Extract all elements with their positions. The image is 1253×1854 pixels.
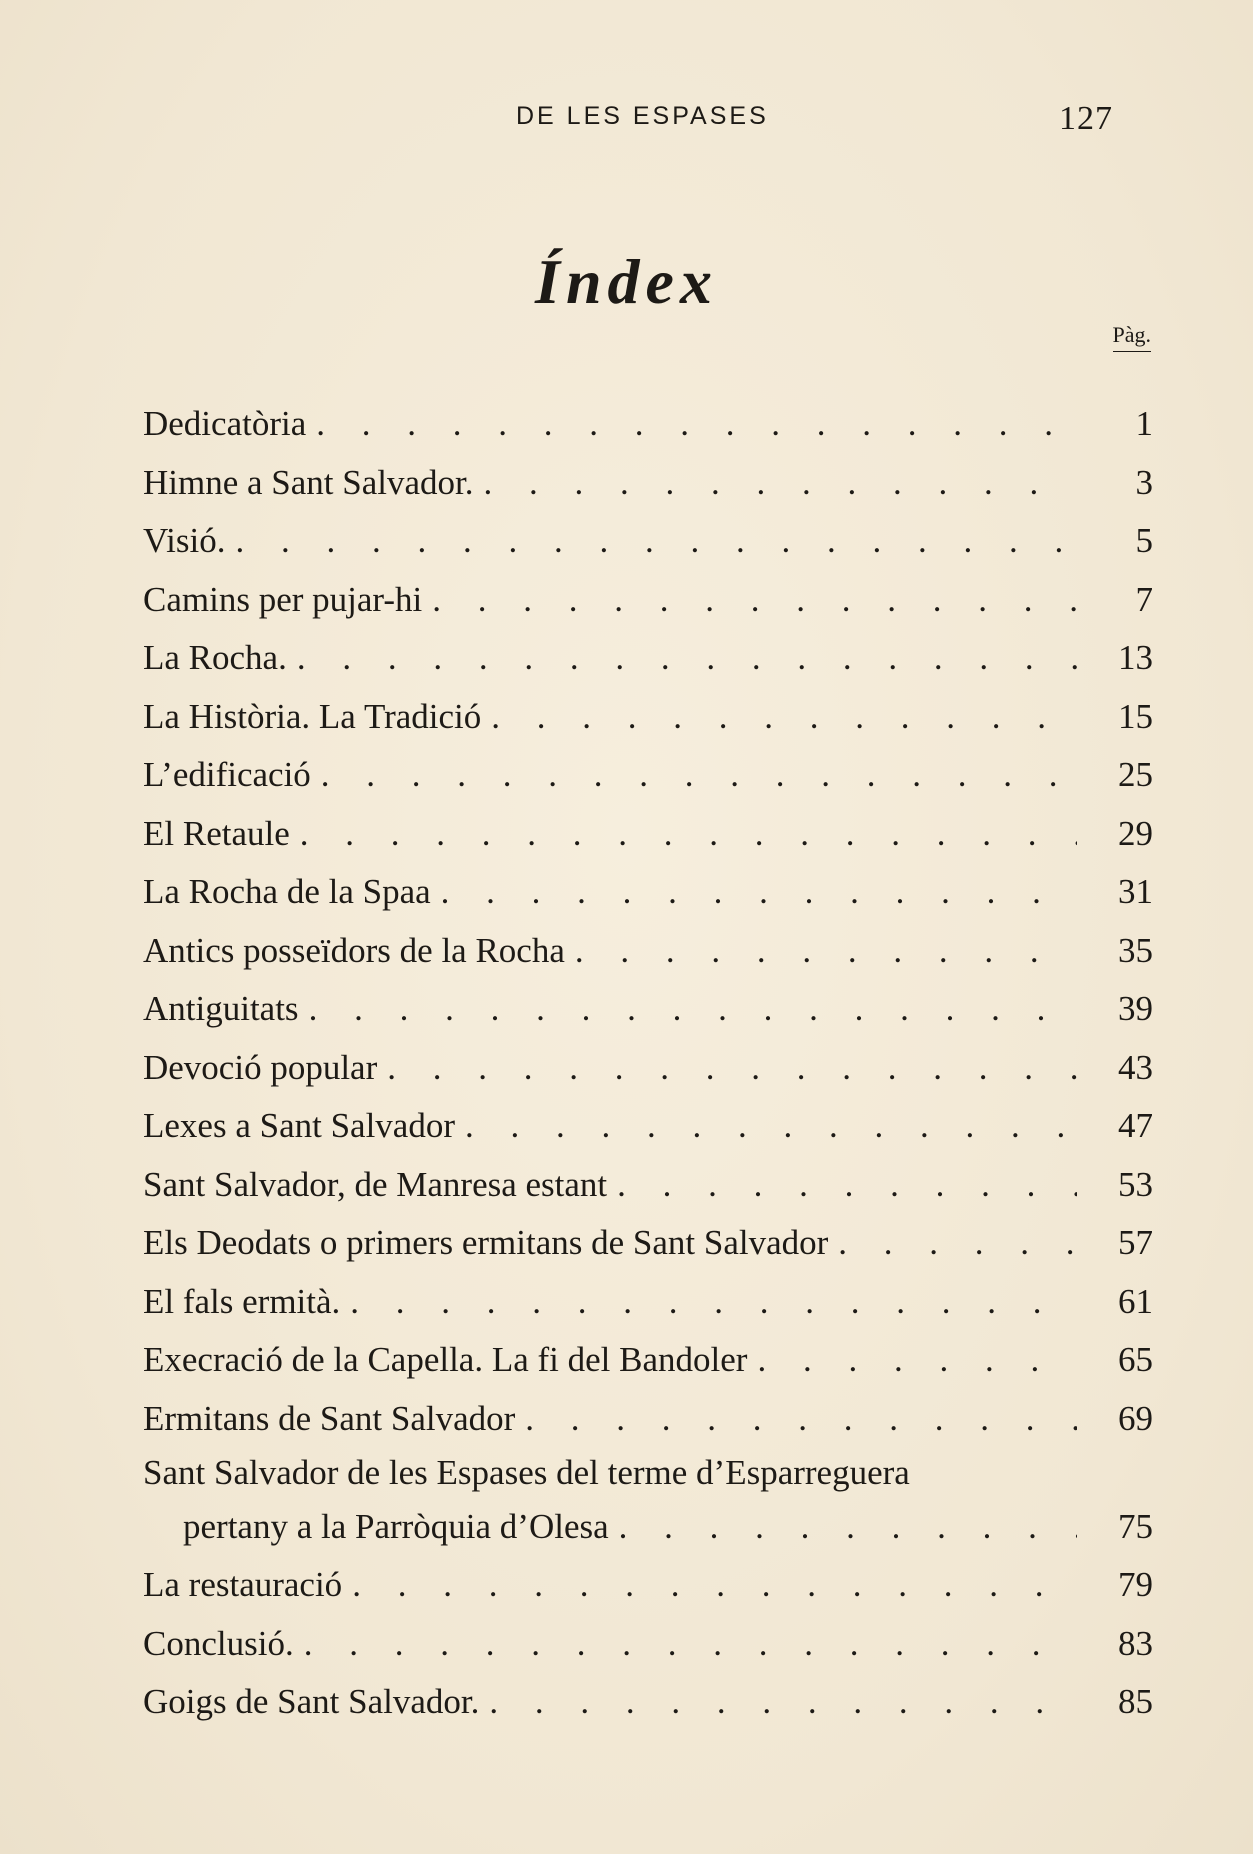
toc-entry[interactable] [143,922,1153,981]
toc-entry-page: 35 [1118,930,1153,970]
toc-entry-title: La Rocha de la Spaa [143,872,431,911]
dot-leader [304,1615,1077,1674]
toc-entry-continuation [143,1498,1153,1556]
toc-entry[interactable] [143,1673,1153,1732]
dot-leader [838,1214,1077,1273]
toc-entry-title: La restauració [143,1565,343,1604]
toc-entry-title-continued: pertany a la Parròquia d’Olesa [183,1507,609,1546]
toc-entry-title: Visió. [143,521,226,560]
toc-entry-title: Antiguitats [143,989,299,1028]
dot-leader [575,922,1077,981]
dot-leader [316,395,1077,454]
toc-entry-page: 79 [1118,1565,1153,1604]
dot-leader [489,1673,1077,1732]
toc-entry-title: Dedicatòria [143,404,307,443]
toc-entry[interactable] [143,805,1153,864]
toc-entry[interactable] [143,571,1153,630]
running-head [0,102,1253,142]
dot-leader [387,1039,1077,1098]
dot-leader [465,1097,1077,1156]
toc-entry[interactable] [143,512,1153,571]
toc-entry-page: 15 [1118,696,1153,736]
toc-entry-title: La Rocha. [143,638,287,677]
dot-leader [297,629,1077,688]
toc-entry-page: 47 [1118,1106,1153,1145]
toc-entry[interactable] [143,454,1153,513]
dot-leader [441,863,1077,922]
toc-entry[interactable] [143,746,1153,805]
toc-entry[interactable] [143,1156,1153,1215]
dot-leader [617,1156,1077,1215]
toc-entry-title: L’edificació [143,755,311,794]
toc-entry-page: 7 [1135,579,1153,619]
toc-entry-page: 75 [1118,1507,1153,1546]
toc-entry-page: 85 [1118,1682,1153,1721]
toc-entry-title: El Retaule [143,813,290,853]
dot-leader [619,1498,1077,1556]
toc-entry-page: 69 [1118,1398,1153,1438]
dot-leader [300,805,1077,864]
table-of-contents [143,395,1153,1732]
toc-entry-title: La Història. La Tradició [143,696,482,736]
toc-entry[interactable] [143,1556,1153,1615]
toc-entry-title: Els Deodats o primers ermitans de Sant Salvador [143,1223,829,1262]
toc-entry[interactable] [143,1214,1153,1273]
toc-entry[interactable] [143,980,1153,1039]
toc-entry[interactable] [143,1273,1153,1332]
page-column-label: Pàg. [1113,322,1152,352]
toc-entry-page: 31 [1118,872,1153,911]
dot-leader [352,1556,1077,1615]
running-title: DE LES ESPASES [516,102,769,130]
toc-entry-title: Goigs de Sant Salvador. [143,1682,480,1721]
toc-entry-page: 1 [1135,404,1153,443]
toc-entry-page: 65 [1118,1340,1153,1379]
dot-leader [309,980,1077,1039]
dot-leader [350,1273,1077,1332]
toc-entry-page: 83 [1118,1623,1153,1663]
toc-entry-title: Sant Salvador, de Manresa estant [143,1164,608,1204]
index-title: Índex [535,246,718,317]
dot-leader [432,571,1077,630]
toc-entry[interactable] [143,863,1153,922]
dot-leader [236,512,1078,571]
toc-entry[interactable] [143,1039,1153,1098]
toc-entry[interactable] [143,629,1153,688]
toc-entry-title: Execració de la Capella. La fi del Bandoler [143,1340,748,1379]
toc-entry[interactable] [143,1390,1153,1449]
dot-leader [757,1331,1077,1390]
page-number: 127 [1059,100,1113,137]
toc-entry[interactable] [143,688,1153,747]
toc-entry-title: Devoció popular [143,1047,378,1087]
toc-entry-page: 3 [1135,462,1153,502]
toc-entry-page: 25 [1118,755,1153,794]
toc-entry-title: Sant Salvador de les Espases del terme d’Esparreguera [143,1453,910,1492]
toc-entry-title: Antics posseïdors de la Rocha [143,930,565,970]
dot-leader [491,688,1077,747]
toc-entry[interactable] [143,395,1153,454]
toc-entry-title: El fals ermità. [143,1281,341,1321]
dot-leader [484,454,1077,513]
toc-entry-page: 29 [1118,813,1153,853]
toc-entry-page: 57 [1118,1223,1153,1262]
toc-entry-page: 39 [1118,989,1153,1028]
toc-entry-title: Camins per pujar-hi [143,579,423,619]
toc-entry-title: Ermitans de Sant Salvador [143,1398,516,1438]
toc-entry-page: 43 [1118,1047,1153,1087]
toc-entry-title: Conclusió. [143,1623,294,1663]
toc-entry-page: 53 [1118,1164,1153,1204]
toc-entry-page: 13 [1118,638,1153,677]
toc-entry-title: Lexes a Sant Salvador [143,1106,455,1145]
toc-entry-title: Himne a Sant Salvador. [143,462,474,502]
toc-entry[interactable] [143,1097,1153,1156]
toc-entry[interactable] [143,1448,1153,1556]
toc-entry-page: 5 [1135,521,1153,560]
toc-entry[interactable] [143,1331,1153,1390]
dot-leader [321,746,1077,805]
toc-entry-page: 61 [1118,1281,1153,1321]
toc-entry[interactable] [143,1615,1153,1674]
dot-leader [525,1390,1077,1449]
